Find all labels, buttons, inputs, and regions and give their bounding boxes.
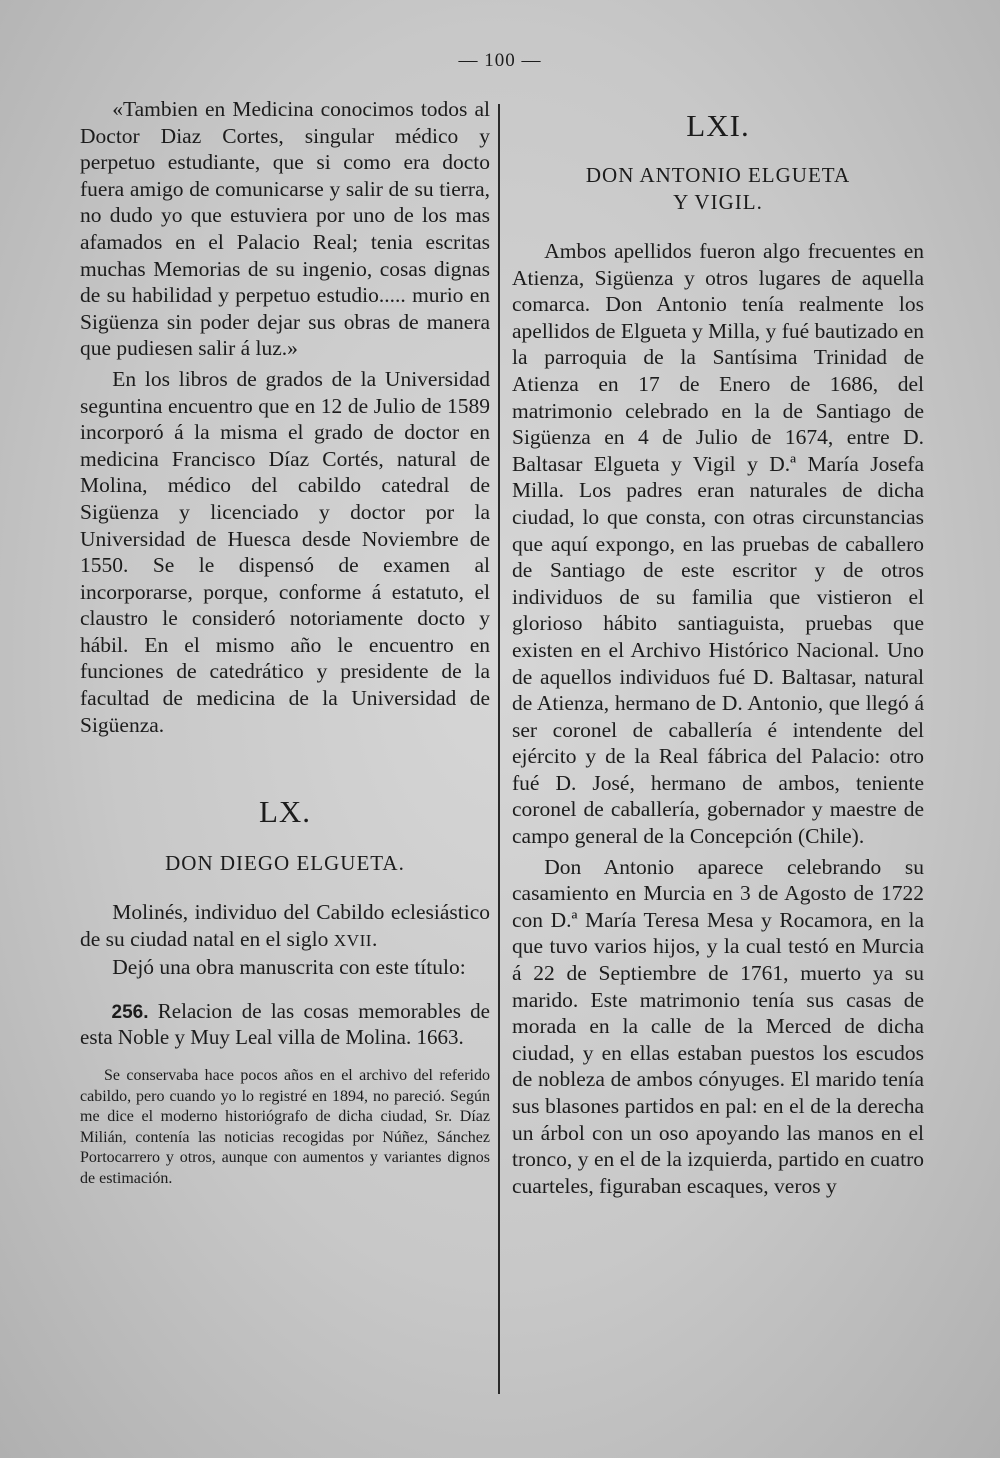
paragraph-biography: Ambos apellidos fueron algo frecuentes en Atienza, Sigüenza y otros lugares de aquella comarca. Don Antonio tenía realmente los apellidos de Elgueta y Milla, y fué bautizado en la parroquia de la Santísima Trinidad de Atienza en 17 de Enero de 1686, del matrimonio celebrado en la de Santiago de Sigüenza en 4 de Julio de 1674, entre D. Baltasar Elgueta y Vigil y D.ª María Josefa Milla. Los padres eran naturales de dicha ciudad, lo que consta, con otras circunstancias que aquí expongo, en las pruebas de caballero de Santiago de este escritor y de otros individuos de su familia que vistieron el glorioso hábito santiaguista, pruebas que existen en el Archivo Histórico Nacional. Uno de aquellos individuos fué D. Baltasar, natural de Atienza, hermano de D. Antonio, que llegó á ser coronel de caballería é intendente del ejército y de la Real fábrica del Palacio: otro fué D. José, hermano de ambos, teniente coronel de caballería, gobernador y maestre de campo general de la Concepción (Chile).	[512, 239, 924, 849]
section-title-line-2: Y VIGIL.	[673, 190, 763, 214]
page-number: — 100 —	[458, 50, 542, 71]
intro-century: XVII	[333, 930, 373, 950]
section-title-diego-elgueta: DON DIEGO ELGUETA.	[165, 851, 405, 876]
section-title-line-1: DON ANTONIO ELGUETA	[585, 163, 851, 187]
bibliography-entry	[80, 999, 490, 1050]
entry-number: 256.	[111, 1002, 149, 1024]
intro-paragraph	[80, 899, 490, 954]
entry-title: Relacion de las cosas memorables de esta Noble y Muy Leal villa de Molina. 1663.	[80, 999, 490, 1050]
section-number-lxi: LXI.	[686, 108, 750, 143]
work-paragraph: Dejó una obra manuscrita con este título:	[112, 955, 466, 980]
quote-paragraph: «Tambien en Medicina conocimos todos al Doctor Diaz Cortes, singular médico y perpetuo estudiante, que si como era docto fuera amigo de comunicarse y salir de su tierra, no dudo yo que estuviera por uno de los mas afamados en el Palacio Real; tenia escritas muchas Memorias de su ingenio, cosas dignas de su habilidad y perpetuo estudio..... murio en Sigüenza sin poder dejar sus obras de manera que pudiesen salir á luz.»	[80, 97, 490, 361]
paragraph-university-records: En los libros de grados de la Universidad seguntina encuentro que en 12 de Julio de 1589 incorporó á la misma el grado de doctor en medicina Francisco Díaz Cortés, natural de Molina, médico del cabildo catedral de Sigüenza y licenciado y doctor por la Universidad de Huesca desde Noviembre de 1550. Se le dispensó de examen al incorporarse, porque, conforme á estatuto, el claustro le consideró notoriamente docto y hábil. En el mismo año le encuentro en funciones de catedrático y presidente de la facultad de medicina de la Universidad de Sigüenza.	[80, 366, 490, 737]
left-column	[80, 96, 490, 1189]
intro-end: .	[372, 926, 378, 951]
paragraph-marriage: Don Antonio aparece celebrando su casamiento en Murcia en 3 de Agosto de 1722 con D.ª María Teresa Mesa y Rocamora, en la que tuvo varios hijos, y la cual testó en Murcia á 22 de Septiembre de 1761, muerto ya su marido. Este matrimonio tenía sus casas de morada en la calle de la Merced de dicha ciudad, y en ellas estaban puestos los escudos de nobleza de ambos cónyuges. El marido tenía sus blasones partidos en pal: en el de la derecha un árbol con un oso apoyando las manos en el tronco, y en el de la izquierda, partido en cuatro cuarteles, figuraban escaques, veros y	[512, 854, 924, 1198]
entry-note: Se conservaba hace pocos años en el archivo del referido cabildo, pero cuando yo lo registré en 1894, no pareció. Según me dice el moderno historiógrafo de dicha ciudad, Sr. Díaz Milián, contenía las noticias recogidas por Núñez, Sánchez Portocarrero y otros, aunque con aumentos y variantes dignos de estimación.	[80, 1067, 490, 1187]
column-divider	[498, 104, 500, 1394]
intro-text: Molinés, individuo del Cabildo eclesiástico de su ciudad natal en el siglo	[80, 900, 490, 951]
right-column	[512, 96, 924, 1199]
section-title-antonio-elgueta	[512, 162, 924, 216]
section-number-lx: LX.	[258, 794, 312, 830]
